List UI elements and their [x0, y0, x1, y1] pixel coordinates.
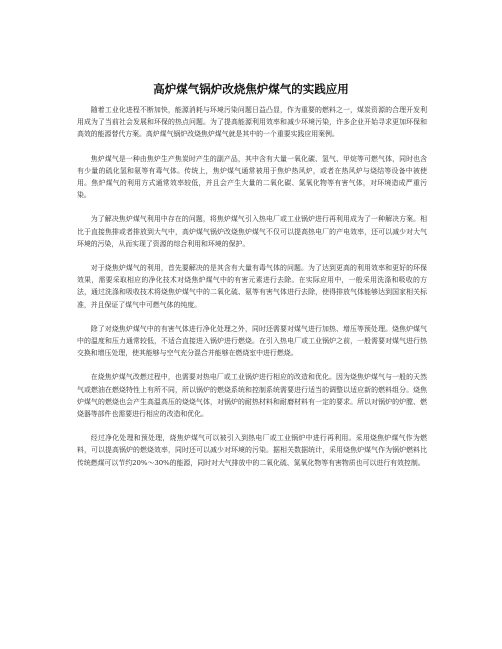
- document-body: [77, 104, 427, 481]
- paragraph-4: 对于烧焦炉煤气的利用，首先要解决的是其含有大量有毒气体的问题。为了达到更高的利用效率和更好的环保效果，需要采取相应的净化技术对烧焦炉煤气中的有害元素进行去除。在实际应用中，一般采用洗涤和吸收的方法，通过洗涤和吸收技术将烧焦炉煤气中的二氧化硫、氨等有害气体进行去除，使得排放气体能够达到国家相关标准，并且保证了煤气中可燃气体的纯度。: [77, 264, 427, 309]
- paragraph-6: 在烧焦炉煤气改燃过程中，也需要对热电厂或工业锅炉进行相应的改造和优化。因为烧焦炉煤气与一般的天然气或燃油在燃烧特性上有所不同，所以锅炉的燃烧系统和控制系统需要进行适当的调整以适应新的燃料组分。烧焦炉煤气的燃烧也会产生高温高压的烧烧气体，对锅炉的耐热材料和耐磨材料有一定的要求。所以对锅炉的炉膛、燃烧器等部件也需要进行相应的改造和优化。: [77, 373, 427, 419]
- paragraph-3: 为了解决焦炉煤气利用中存在的问题，将焦炉煤气引入热电厂或工业锅炉进行再利用成为了一种解决方案。相比于直接焦排或者排放到大气中，高炉煤气锅炉改烧焦炉煤气不仅可以提高热电厂的产电效率，还可以减少对大气环境的污染，从而实现了资源的综合利用和环境的保护。: [77, 215, 427, 248]
- document-title: 高炉煤气锅炉改烧焦炉煤气的实践应用: [153, 82, 349, 96]
- paragraph-7: 经过净化处理和预处理，烧焦炉煤气可以被引入到热电厂或工业锅炉中进行再利用。采用烧焦炉煤气作为燃料，可以提高锅炉的燃烧效率，同时还可以减少对环境的污染。据相关数据统计，采用烧焦炉煤气作为锅炉燃料比传统燃煤可以节约20%～30%的能源，同时对大气排放中的二氧化硫、氮氧化物等有害物质也可以进行有效控制。: [77, 434, 427, 467]
- paragraph-1: 随着工业化进程不断加快，能源消耗与环境污染问题日益凸显，作为重要的燃料之一，煤炭资源的合理开发利用成为了当前社会发展和环保的热点问题。为了提高能源利用效率和减少环境污染，许多企业开始寻求更加环保和高效的能源替代方案。高炉煤气锅炉改烧焦炉煤气就是其中的一个重要实践应用案例。: [77, 106, 427, 139]
- paragraph-2: 焦炉煤气是一种由焦炉生产焦炭时产生的副产品，其中含有大量一氧化碳、氢气、甲烷等可燃气体，同时也含有少量的硫化氢和氨等有毒气体。传统上，焦炉煤气通常被用于焦炉热风炉，或者在热风炉与烧结等设备中被使用。焦炉煤气的利用方式通常效率较低，并且会产生大量的二氧化碳、氮氧化物等有害气体，对环境造成严重污染。: [77, 154, 427, 200]
- paragraph-5: 除了对烧焦炉煤气中的有害气体进行净化处理之外，同时还需要对煤气进行加热、增压等预处理。烧焦炉煤气中的温度和压力通常较低，不适合直接进入锅炉进行燃烧。在引入热电厂或工业锅炉之前，一般需要对煤气进行热交换和增压处理，使其能够与空气充分混合并能够在燃烧室中进行燃烧。: [77, 324, 427, 358]
